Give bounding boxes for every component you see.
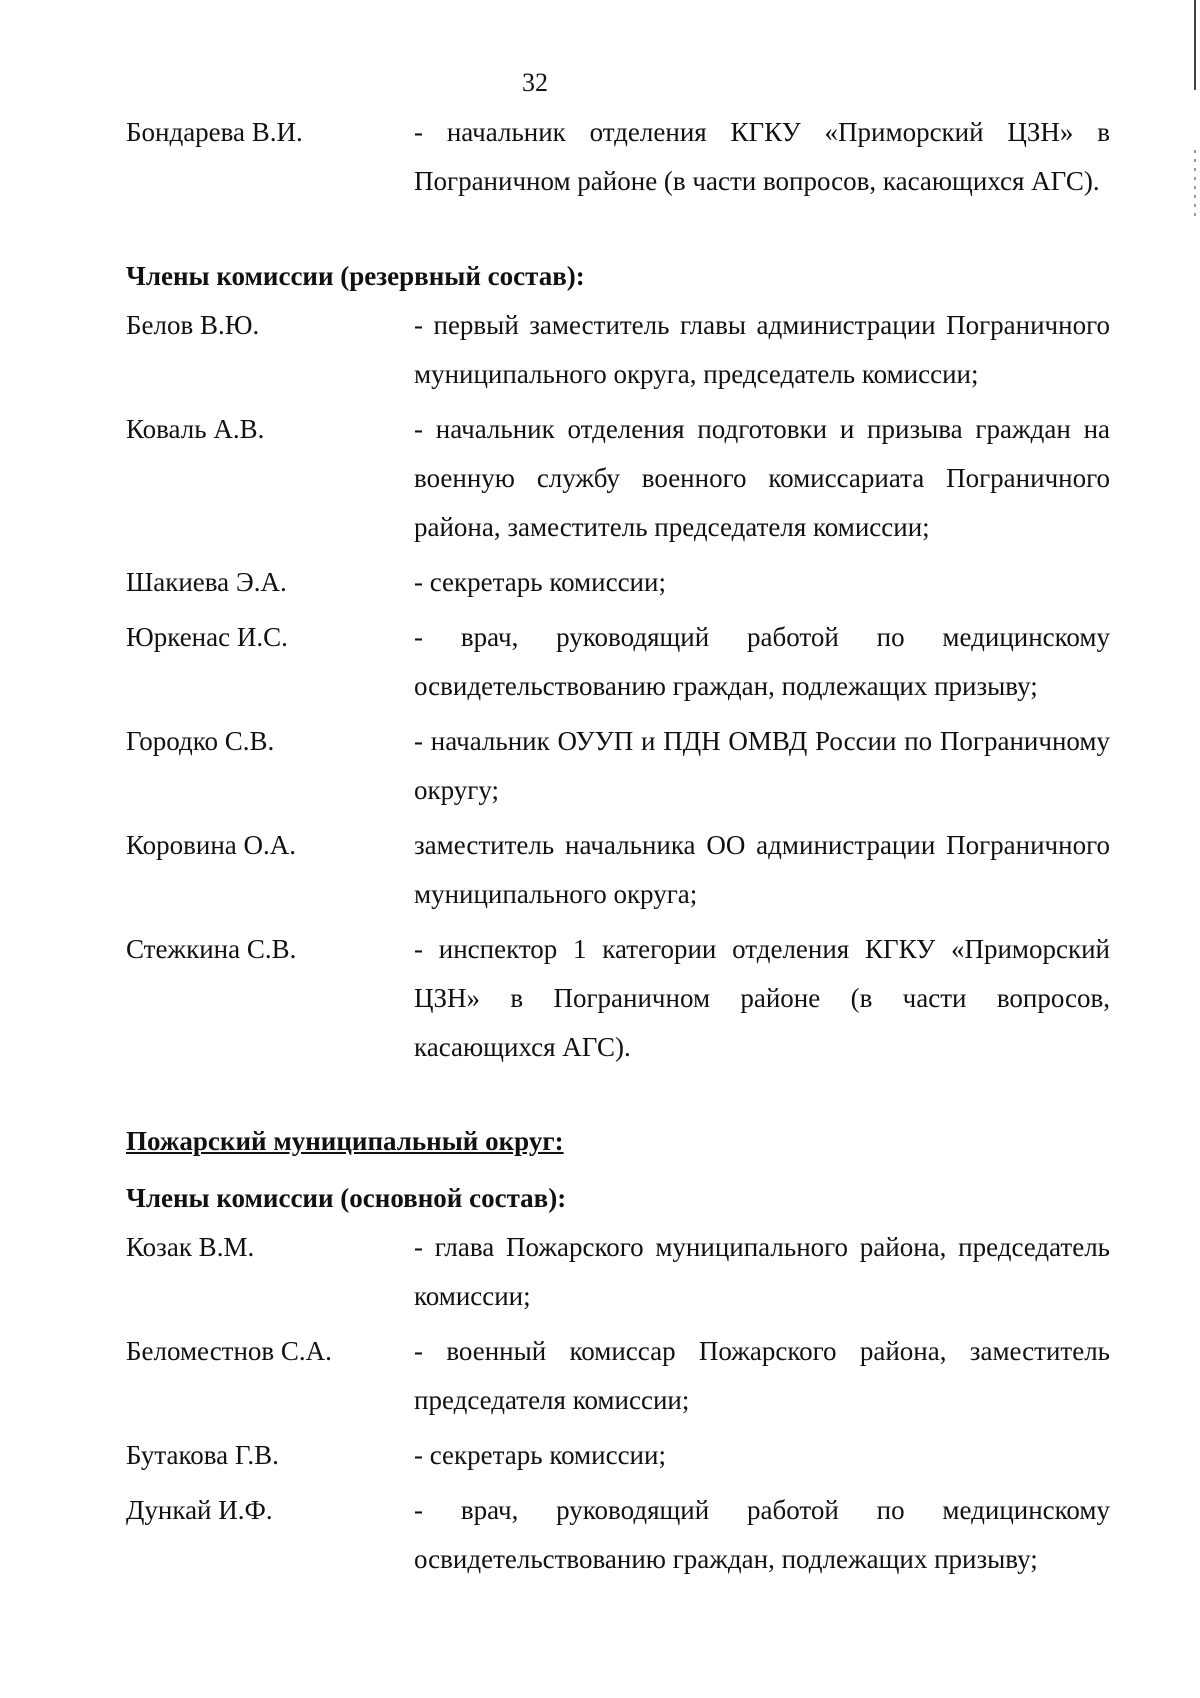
member-role: - начальник отделения подготовки и призыва граждан на военную службу военного комиссариата Пограничного района, заместитель председателя комиссии; (414, 414, 1110, 542)
page-number: 32 (522, 68, 548, 97)
member-name: Бондарева В.И. (126, 117, 303, 147)
district-heading: Пожарский муниципальный округ: (126, 1126, 564, 1156)
member-role: - врач, руководящий работой по медицинскому освидетельствованию граждан, подлежащих призыву; (414, 1495, 1110, 1574)
member-entry (126, 1486, 1110, 1584)
member-entry (126, 1223, 1110, 1321)
main-section-heading: Члены комиссии (основной состав): (126, 1183, 567, 1213)
member-name: Городко С.В. (126, 726, 275, 756)
member-role: - первый заместитель главы администрации Пограничного муниципального округа, председатель комиссии; (414, 310, 1110, 389)
member-entry (126, 1327, 1110, 1425)
member-name: Шакиева Э.А. (126, 567, 287, 597)
member-role: - военный комиссар Пожарского района, заместитель председателя комиссии; (414, 1336, 1110, 1415)
member-name: Стежкина С.В. (126, 934, 297, 964)
member-role: - глава Пожарского муниципального района, председатель комиссии; (414, 1232, 1110, 1311)
member-entry (126, 108, 1110, 206)
member-role: - начальник ОУУП и ПДН ОМВД России по Пограничному округу; (414, 726, 1110, 805)
member-entry (126, 558, 1110, 607)
spacer (126, 1078, 1110, 1117)
member-entry (126, 717, 1110, 815)
member-entry (126, 925, 1110, 1072)
member-name: Коровина О.А. (126, 830, 297, 860)
document-body (126, 108, 1110, 1590)
member-name: Коваль А.В. (126, 414, 265, 444)
spacer (126, 1166, 1110, 1174)
member-name: Белов В.Ю. (126, 310, 260, 340)
member-role: - секретарь комиссии; (414, 567, 666, 597)
member-name: Юркенас И.С. (126, 622, 288, 652)
member-role: - секретарь комиссии; (414, 1440, 666, 1470)
member-role: - инспектор 1 категории отделения КГКУ «Приморский ЦЗН» в Пограничном районе (в части вопросов, касающихся АГС). (414, 934, 1110, 1062)
member-role: заместитель начальника ОО администрации Пограничного муниципального округа; (414, 830, 1110, 909)
page-edge-mark (1194, 0, 1196, 90)
member-entry (126, 821, 1110, 919)
member-entry (126, 613, 1110, 711)
member-name: Козак В.М. (126, 1232, 255, 1262)
member-entry (126, 301, 1110, 399)
member-name: Дункай И.Ф. (126, 1495, 273, 1525)
spacer (126, 212, 1110, 252)
member-entry (126, 1431, 1110, 1480)
member-name: Бутакова Г.В. (126, 1440, 279, 1470)
member-role: - врач, руководящий работой по медицинскому освидетельствованию граждан, подлежащих призыву; (414, 622, 1110, 701)
page-edge-dots (1194, 150, 1196, 220)
member-role: - начальник отделения КГКУ «Приморский ЦЗН» в Пограничном районе (в части вопросов, касающихся АГС). (414, 117, 1110, 196)
member-entry (126, 405, 1110, 552)
reserve-section-heading: Члены комиссии (резервный состав): (126, 261, 585, 291)
member-name: Беломестнов С.А. (126, 1336, 332, 1366)
